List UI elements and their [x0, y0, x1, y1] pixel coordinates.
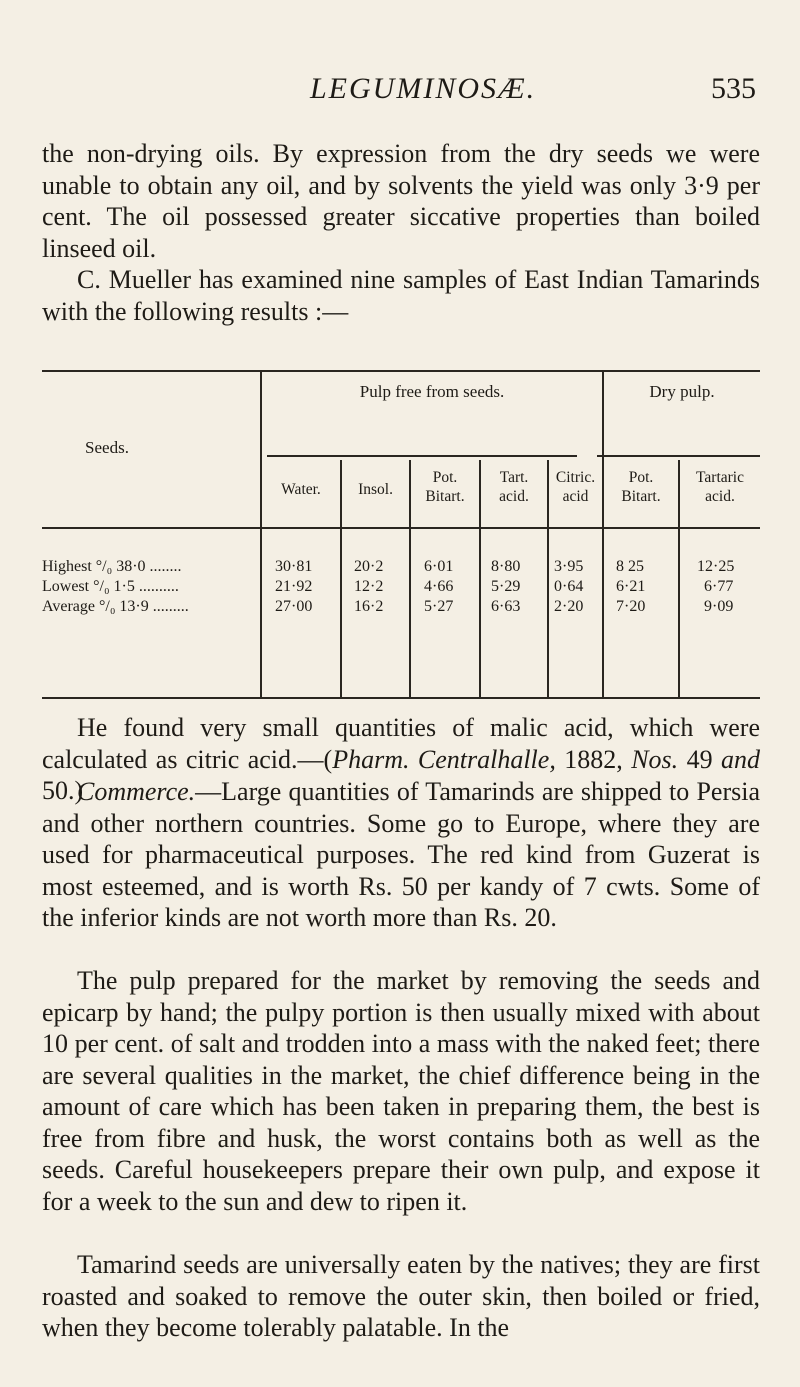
- cell-highest-dry-pot-bitart: 8 25: [616, 558, 644, 575]
- paragraph-mueller-intro: C. Mueller has examined nine samples of East Indian Tamarinds with the following results :—: [42, 265, 760, 326]
- group1-underline: [267, 455, 577, 457]
- cell-average-water: 27·00: [275, 598, 313, 615]
- col-header-tartaric-acid: Tartaric acid.: [696, 469, 744, 505]
- cell-lowest-dry-pot-bitart: 6·21: [616, 578, 646, 595]
- col-header-pot-bitart: Pot. Bitart.: [425, 469, 465, 505]
- cell-average-insol: 16·2: [354, 598, 384, 615]
- header-bottom-rule: [42, 527, 760, 529]
- col-header-tart-acid: Tart. acid.: [499, 469, 529, 505]
- cell-highest-insol: 20·2: [354, 558, 384, 575]
- cell-lowest-tart-acid: 5·29: [491, 578, 521, 595]
- cell-average-pot-bitart: 5·27: [424, 598, 454, 615]
- cell-highest-pot-bitart: 6·01: [424, 558, 454, 575]
- cell-average-dry-pot-bitart: 7·20: [616, 598, 646, 615]
- col-header-citric-acid: Citric. acid: [555, 469, 596, 505]
- tamarind-analysis-table: [42, 370, 760, 700]
- cell-lowest-tartaric-acid: 6·77: [704, 578, 734, 595]
- col-header-insol: Insol.: [358, 481, 393, 498]
- cell-average-tartaric-acid: 9·09: [704, 598, 734, 615]
- pulp-free-header: Pulp free from seeds.: [359, 382, 505, 401]
- col-header-water: Water.: [281, 481, 321, 498]
- cell-highest-citric-acid: 3·95: [554, 558, 584, 575]
- seeds-column-rule: [260, 370, 262, 697]
- cell-highest-water: 30·81: [275, 558, 313, 575]
- dry-pulp-header: Dry pulp.: [649, 382, 715, 401]
- running-title: LEGUMINOSÆ.: [310, 72, 537, 105]
- cell-lowest-insol: 12·2: [354, 578, 384, 595]
- malic-text-d: 50.): [42, 776, 84, 805]
- row-label-average: Average °/₀ 13·9 .........: [42, 598, 189, 615]
- cell-lowest-pot-bitart: 4·66: [424, 578, 454, 595]
- commerce-heading: Commerce.: [77, 777, 196, 806]
- paragraph-oils: the non-drying oils. By expression from the dry seeds we were unable to obtain any oil, and by solvents the yield was only 3·9 per cent. The oil possessed greater siccative properties than boiled linseed oil.: [42, 139, 760, 263]
- paragraph-commerce: [42, 776, 760, 934]
- row-label-lowest: Lowest °/₀ 1·5 ..........: [42, 578, 179, 595]
- citation-journal: Pharm. Centralhalle,: [332, 744, 556, 774]
- malic-text-c: 49: [678, 744, 722, 774]
- cell-lowest-citric-acid: 0·64: [554, 578, 584, 595]
- cell-average-citric-acid: 2·20: [554, 598, 584, 615]
- paragraph-pulp-preparation: The pulp prepared for the market by removing the seeds and epicarp by hand; the pulpy portion is then usually mixed with about 10 per cent. of salt and trodden into a mass with the naked feet; there are several qualities in the market, the chief difference being in the amount of care which has been taken in preparing them, the best is free from fibre and husk, the worst contains both as well as the seeds. Careful housekeepers prepare their own pulp, and expose it for a week to the sun and dew to ripen it.: [42, 966, 760, 1216]
- row-label-highest: Highest °/₀ 38·0 ........: [42, 558, 182, 575]
- cell-lowest-water: 21·92: [275, 578, 313, 595]
- table-top-rule: [42, 370, 760, 372]
- cell-highest-tartaric-acid: 12·25: [697, 558, 735, 575]
- group-divider-rule: [602, 370, 604, 697]
- paragraph-tamarind-seeds: Tamarind seeds are universally eaten by the natives; they are first roasted and soaked to remove the outer skin, then boiled or fried, when they become tolerably palatable. In the: [42, 1250, 760, 1342]
- malic-text-a: He found very small quantities of malic acid, which were calculated as citric acid.—(: [42, 713, 760, 774]
- malic-text-b: 1882,: [555, 744, 632, 774]
- cell-highest-tart-acid: 8·80: [491, 558, 521, 575]
- col-header-dry-pot-bitart: Pot. Bitart.: [621, 469, 661, 505]
- citation-and: and: [721, 744, 761, 774]
- table-bottom-rule: [42, 697, 760, 699]
- page-number: 535: [711, 72, 756, 105]
- running-head: [0, 72, 800, 112]
- seeds-header: Seeds.: [85, 438, 129, 457]
- cell-average-tart-acid: 6·63: [491, 598, 521, 615]
- commerce-text: —Large quantities of Tamarinds are shipped to Persia and other northern countries. Some go to Europe, where they are used for pharmaceutical purposes. The red kind from Guzerat is most esteemed, and is worth Rs. 50 per kandy of 7 cwts. Some of the inferior kinds are not worth more than Rs. 20.: [42, 777, 760, 932]
- citation-nos: Nos.: [631, 744, 679, 774]
- group2-underline: [597, 455, 760, 457]
